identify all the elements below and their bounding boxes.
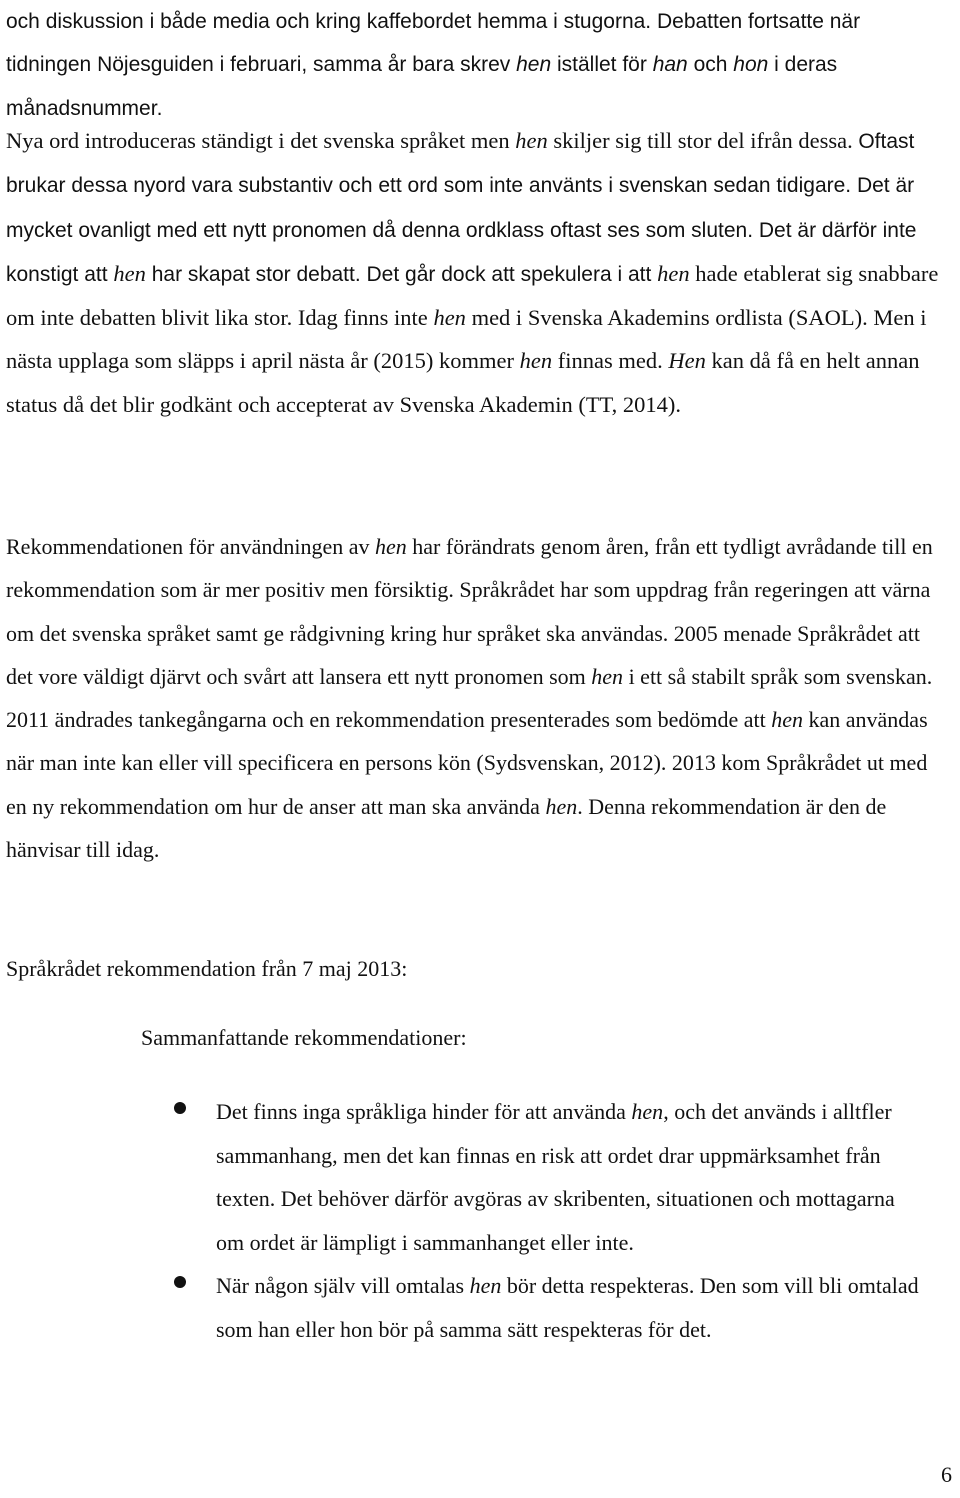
text-run: finnas med. — [552, 348, 669, 374]
text-run: i ett så stabilt språk som svenskan. 2011 ändrades tankegångarna och en rekommendation presenterades som bedömde att — [6, 663, 933, 733]
italic-hen: Hen — [668, 348, 706, 374]
text-run: med i — [465, 305, 528, 331]
italic-hen: hen — [545, 793, 578, 819]
text-run: har förändrats genom åren, från ett tydligt avrådande till en rekommendation som är mer positiv men försiktig. Språkrådet har som uppdrag från regeringen att värna om det svenska språket samt ge rådgivning kring hur språket ska användas. 2005 menade Språkrådet att det vore väldigt djärvt och svårt att lansera ett nytt pronomen som — [6, 534, 933, 689]
italic-hen: hen — [631, 1099, 664, 1124]
text-run: hade etablerat sig snabbare om inte debatten blivit lika stor. Idag finns inte — [6, 260, 939, 331]
italic-han: han — [652, 53, 688, 77]
list-item — [0, 1264, 921, 1351]
section-heading: Språkrådet rekommendation från 7 maj 2013: — [6, 956, 408, 981]
text-run: kan användas när man inte kan eller vill specificera en persons kön (Sydsvenskan, 2012). 2013 kom Språkrådet ut med en ny rekommendation om hur de anser att man ska använda — [6, 707, 928, 819]
text-run: skiljer sig till stor del ifrån dessa. — [547, 128, 859, 153]
text-run: Rekommendationen för användningen av — [6, 534, 376, 559]
italic-hon: hon — [733, 53, 769, 77]
section-subheading: Sammanfattande rekommendationer: — [141, 1025, 467, 1050]
italic-hen: hen — [375, 534, 407, 559]
italic-hen: hen — [515, 128, 548, 153]
paragraph-2 — [6, 119, 950, 426]
list-item — [0, 1090, 921, 1264]
bullet-icon — [174, 1102, 186, 1114]
text-run: Oftast brukar dessa nyord vara substantiv och ett ord som inte använts i svenskan sedan tidigare. Det är mycket ovanligt med ett nytt pronomen då denna ordklass oftast ses som sluten. Det är därför inte konstigt att — [6, 130, 917, 286]
italic-hen: hen — [516, 53, 552, 77]
italic-hen: hen — [771, 707, 804, 733]
page-number: 6 — [941, 1462, 952, 1487]
paragraph-1 — [6, 0, 950, 130]
text-run: När någon själv vill omtalas — [216, 1273, 470, 1298]
text-run: i deras månadsnummer. — [6, 53, 838, 120]
text-run: Svenska Akademins ordlista (SAOL). Men i nästa upplaga som släpps i april nästa år (2015) kommer — [6, 305, 927, 374]
bullet-icon — [174, 1276, 186, 1288]
italic-hen: hen — [113, 260, 146, 286]
text-run: bör detta respekteras. Den som vill bli omtalad som han eller hon bör på samma sätt respekteras för det. — [216, 1273, 919, 1342]
text-run: har skapat stor debatt. Det går dock att spekulera i att — [145, 262, 658, 286]
italic-hen: hen — [469, 1273, 502, 1298]
text-run: istället för — [551, 53, 653, 77]
paragraph-3 — [6, 525, 950, 871]
italic-hen: hen — [657, 260, 690, 286]
text-run: kan då få en helt annan status då det blir godkänt och accepterat av Svenska Akademin (TT, 2014). — [6, 348, 920, 417]
italic-hen: hen — [519, 348, 553, 374]
text-run: och — [687, 53, 734, 77]
text-run: , och det används i alltfler sammanhang, men det kan finnas en risk att ordet drar uppmärksamhet från texten. Det behöver därför avgöras av skribenten, situationen och mottagarna om ordet är lämpligt i sammanhanget eller inte. — [216, 1099, 895, 1255]
text-run: . Denna rekommendation är den de hänvisar till idag. — [6, 793, 887, 863]
italic-hen: hen — [433, 305, 466, 331]
bullet-list — [0, 1090, 960, 1351]
italic-hen: hen — [591, 663, 624, 689]
text-run: och diskussion i både media och kring kaffebordet hemma i stugorna. Debatten fortsatte när tidningen Nöjesguiden i februari, samma år bara skrev — [6, 10, 861, 77]
text-run: Det finns inga språkliga hinder för att använda — [216, 1099, 632, 1124]
text-run: Nya ord introduceras ständigt i det svenska språket men — [6, 128, 516, 153]
